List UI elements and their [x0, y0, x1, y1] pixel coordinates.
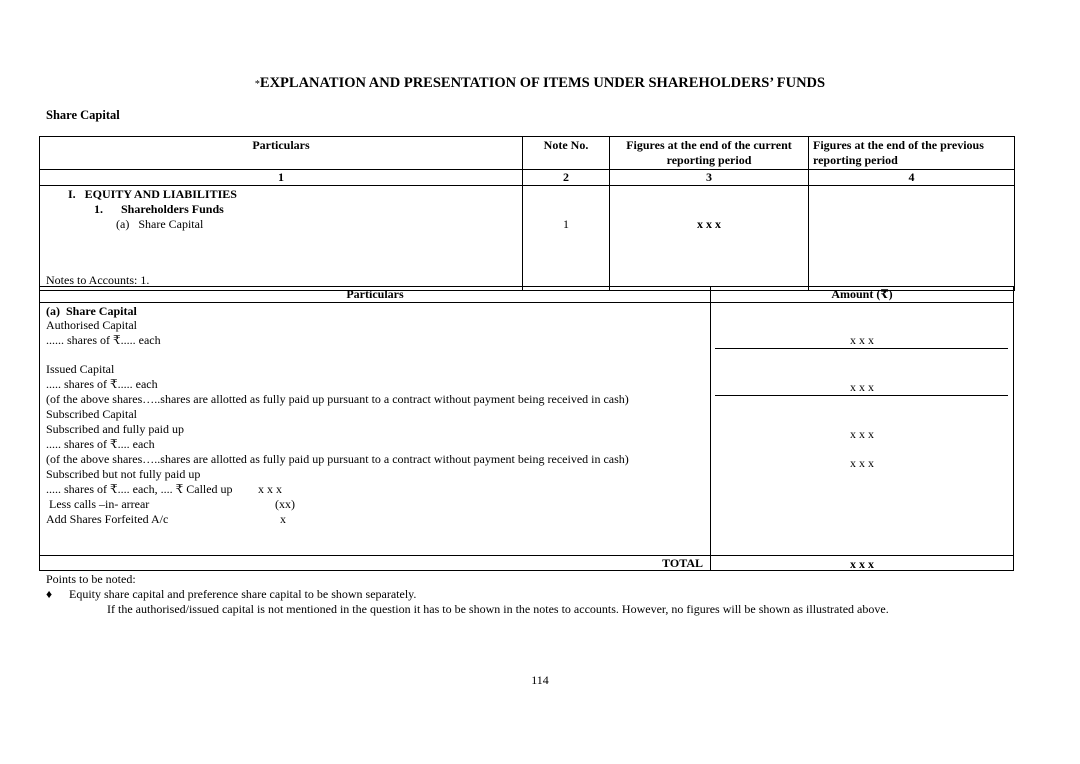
col-header-particulars: Particulars: [40, 137, 523, 170]
page-number: 114: [531, 673, 549, 687]
col-number: 1: [40, 170, 523, 186]
balance-sheet-table: [39, 136, 1015, 291]
line-subscribed-note: (of the above shares…..shares are allotted as fully paid up pursuant to a contract without payment being received in cash): [46, 452, 629, 466]
bullet-text: Equity share capital and preference share capital to be shown separately.: [69, 587, 417, 601]
note-no-cell: 1: [523, 186, 610, 291]
col-header-previous-period: Figures at the end of the previous reporting period: [809, 137, 1015, 170]
diamond-bullet-icon: ♦: [46, 587, 53, 601]
line-calls-in-arrear: Less calls –in- arrear: [49, 497, 150, 511]
line-share-capital: (a) Share Capital: [46, 304, 137, 318]
col-header-particulars: Particulars: [346, 287, 404, 301]
amount-issued: x x x: [850, 380, 874, 394]
col-number: 3: [610, 170, 809, 186]
header-divider: [40, 302, 1013, 303]
line-authorised-shares: ...... shares of ₹..... each: [46, 333, 161, 347]
line-subscribed-fully-paid: Subscribed and fully paid up: [46, 422, 184, 436]
note-text: If the authorised/issued capital is not mentioned in the question it has to be shown in the notes to accounts. However, no figures will be shown as illustrated above.: [107, 602, 889, 616]
line-authorised-capital: Authorised Capital: [46, 318, 137, 332]
line-issued-note: (of the above shares…..shares are allotted as fully paid up pursuant to a contract without payment being received in cash): [46, 392, 629, 406]
col-header-current-period: Figures at the end of the current reporting period: [610, 137, 809, 170]
column-number-row: [40, 170, 1015, 186]
section-heading: Share Capital: [46, 108, 120, 122]
shareholders-funds-label: 1. Shareholders Funds: [94, 202, 224, 216]
amount-underline: [715, 395, 1008, 396]
line-shares-forfeited: Add Shares Forfeited A/c: [46, 512, 169, 526]
share-capital-label: (a) Share Capital: [116, 217, 204, 231]
amount-underline: [715, 348, 1008, 349]
line-issued-capital: Issued Capital: [46, 362, 115, 376]
table-row: [40, 186, 1015, 291]
total-label: TOTAL: [662, 556, 703, 570]
col-header-note-no: Note No.: [523, 137, 610, 170]
col-number: 2: [523, 170, 610, 186]
calls-in-arrear-value: (xx): [275, 497, 295, 511]
page-title: [0, 75, 1080, 92]
total-value: x x x: [850, 557, 874, 571]
line-not-fully-paid: Subscribed but not fully paid up: [46, 467, 201, 481]
current-period-cell: x x x: [610, 186, 809, 291]
table-header-row: [40, 137, 1015, 170]
previous-period-cell: [809, 186, 1015, 291]
points-heading: Points to be noted:: [46, 572, 136, 586]
line-called-up-shares: ..... shares of ₹.... each, .... ₹ Called up: [46, 482, 233, 496]
called-up-value: x x x: [258, 482, 282, 496]
shares-forfeited-value: x: [280, 512, 286, 526]
line-subscribed-capital: Subscribed Capital: [46, 407, 137, 421]
line-subscribed-shares: ..... shares of ₹.... each: [46, 437, 155, 451]
amount-subscribed-not-fully-paid: x x x: [850, 456, 874, 470]
bullet-point: [46, 587, 416, 602]
amount-authorised: x x x: [850, 333, 874, 347]
notes-heading: Notes to Accounts: 1.: [46, 273, 150, 287]
title-text: EXPLANATION AND PRESENTATION OF ITEMS UNDER SHAREHOLDERS’ FUNDS: [259, 75, 826, 91]
amount-subscribed-fully-paid: x x x: [850, 427, 874, 441]
notes-table: [39, 286, 1014, 571]
equity-liabilities-label: I. EQUITY AND LIABILITIES: [68, 187, 237, 201]
line-issued-shares: ..... shares of ₹..... each: [46, 377, 158, 391]
col-number: 4: [809, 170, 1015, 186]
col-header-amount: Amount (₹): [831, 287, 893, 301]
title-asterisk: *: [254, 79, 260, 90]
